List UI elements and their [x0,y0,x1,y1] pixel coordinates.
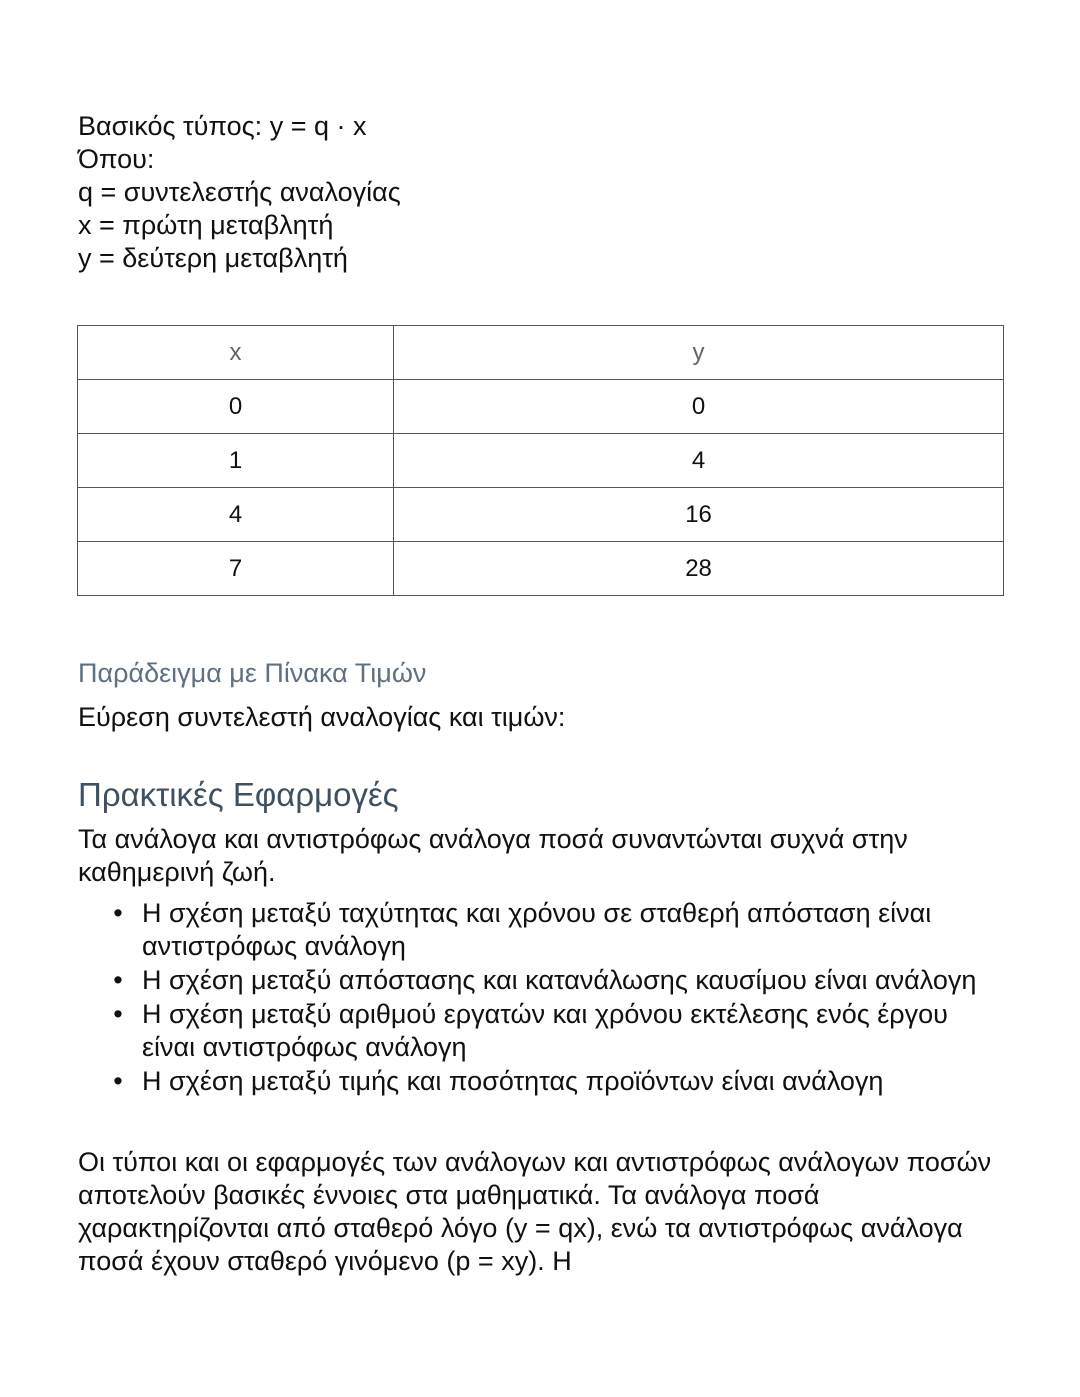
bullet-icon: • [113,965,123,995]
where-label: Όπου: [78,144,155,174]
values-table [77,325,1004,596]
table-cell: 4 [394,434,1004,488]
column-header-x: x [78,326,394,380]
table-row [78,542,1004,596]
table-cell: 28 [394,542,1004,596]
example-heading: Παράδειγμα με Πίνακα Τιμών [78,658,427,688]
table-cell: 0 [78,380,394,434]
applications-intro: Τα ανάλογα και αντιστρόφως ανάλογα ποσά συναντώνται συχνά στην καθημερινή ζωή. [78,824,908,887]
table-cell: 4 [78,488,394,542]
applications-heading: Πρακτικές Εφαρμογές [78,776,399,813]
conclusion-paragraph: Οι τύποι και οι εφαρμογές των ανάλογων και αντιστρόφως ανάλογων ποσών αποτελούν βασικές έννοιες στα μαθηματικά. Τα ανάλογα ποσά χαρακτηρίζονται από σταθερό λόγο (y = qx), ενώ τα αντιστρόφως ανάλογα ποσά έχουν σταθερό γινόμενο (p = xy). Η [78,1147,992,1276]
definition-x: x = πρώτη μεταβλητή [78,210,334,240]
applications-list [78,897,998,1099]
table-cell: 1 [78,434,394,488]
column-header-y: y [394,326,1004,380]
list-item-text: Η σχέση μεταξύ απόστασης και κατανάλωσης καυσίμου είναι ανάλογη [142,965,977,995]
table-header-row [78,326,1004,380]
list-item-text: Η σχέση μεταξύ ταχύτητας και χρόνου σε σταθερή απόσταση είναι αντιστρόφως ανάλογη [142,898,932,961]
list-item-text: Η σχέση μεταξύ αριθμού εργατών και χρόνου εκτέλεσης ενός έργου είναι αντιστρόφως ανάλογη [142,999,948,1062]
list-item-text: Η σχέση μεταξύ τιμής και ποσότητας προϊόντων είναι ανάλογη [142,1066,884,1096]
table-cell: 0 [394,380,1004,434]
list-item [78,998,998,1064]
definition-q: q = συντελεστής αναλογίας [78,177,401,207]
table-cell: 16 [394,488,1004,542]
table-cell: 7 [78,542,394,596]
list-item [78,964,998,997]
bullet-icon: • [113,898,123,928]
example-text: Εύρεση συντελεστή αναλογίας και τιμών: [78,702,566,732]
list-item [78,1065,998,1098]
bullet-icon: • [113,999,123,1029]
definition-y: y = δεύτερη μεταβλητή [78,243,348,273]
table-row [78,380,1004,434]
table-row [78,488,1004,542]
formula-block [78,110,978,275]
list-item [78,897,998,963]
basic-formula: Βασικός τύπος: y = q · x [78,111,367,141]
bullet-icon: • [113,1066,123,1096]
table-row [78,434,1004,488]
